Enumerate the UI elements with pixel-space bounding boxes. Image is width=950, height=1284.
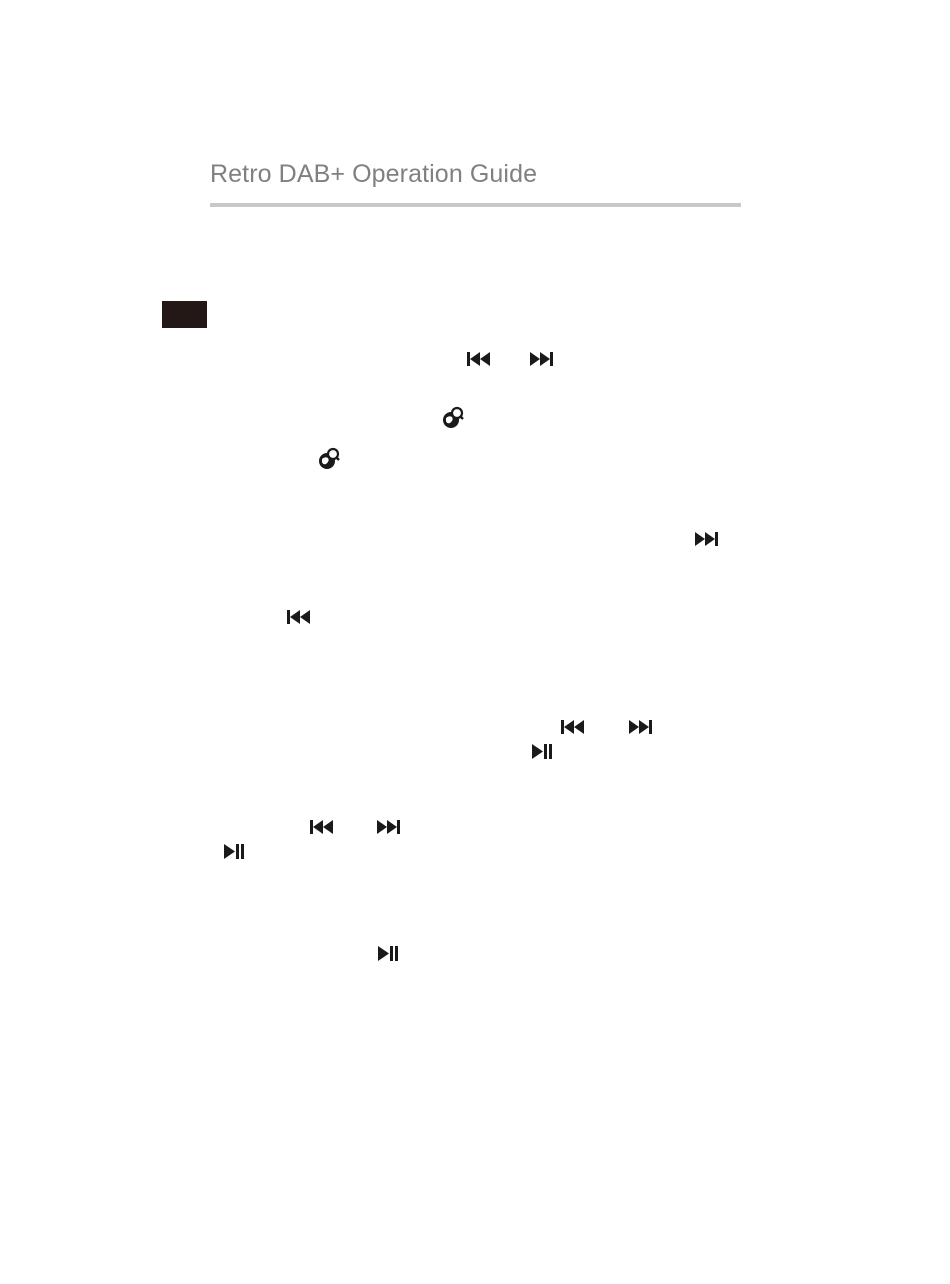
scan-globe-icon (441, 406, 465, 430)
play-pause-icon (531, 743, 553, 760)
previous-track-icon (286, 609, 312, 625)
previous-track-icon (309, 819, 335, 835)
previous-track-icon (466, 351, 492, 367)
scan-globe-icon (317, 447, 341, 471)
header-divider (210, 203, 741, 207)
language-tab (162, 301, 207, 328)
next-track-icon (627, 719, 653, 735)
previous-track-icon (560, 719, 586, 735)
play-pause-icon (377, 945, 399, 962)
next-track-icon (375, 819, 401, 835)
next-track-icon (693, 531, 719, 547)
next-track-icon (528, 351, 554, 367)
page-title: Retro DAB+ Operation Guide (210, 160, 538, 188)
play-pause-icon (223, 843, 245, 860)
